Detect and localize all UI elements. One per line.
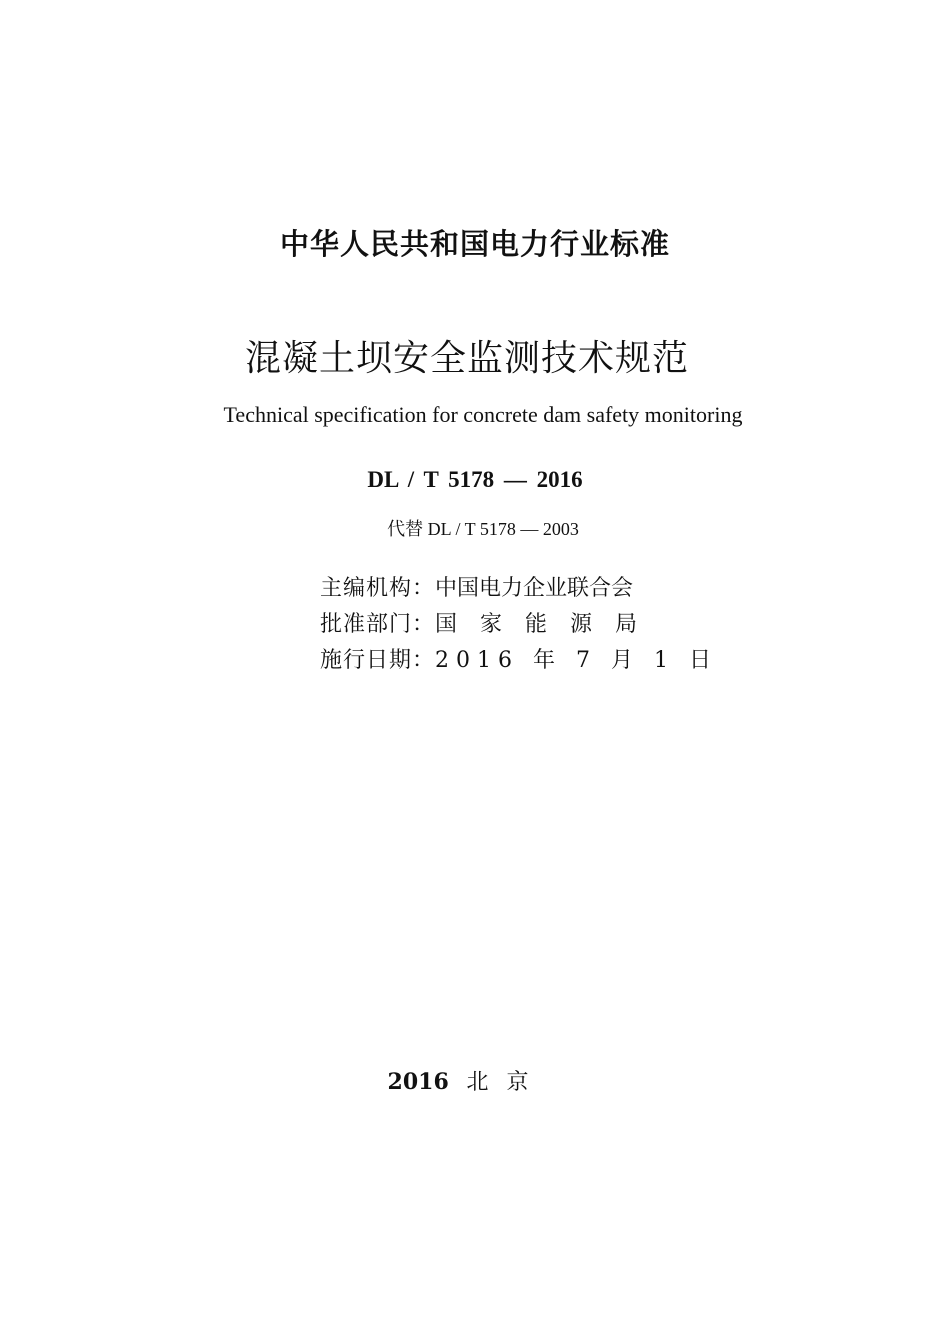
editor-row bbox=[320, 571, 718, 607]
publication-year: 2016 bbox=[387, 1069, 449, 1095]
document-title-chinese: 混凝土坝安全监测技术规范 bbox=[244, 338, 689, 379]
publication-city: 北京 bbox=[466, 1070, 547, 1095]
approver-value: 国家能源局 bbox=[435, 612, 661, 637]
approver-label: 批准部门： bbox=[320, 612, 436, 637]
standard-code: DL / T 5178 — 2016 bbox=[367, 467, 583, 492]
editor-label: 主编机构： bbox=[320, 576, 436, 601]
replaces-standard: 代替 DL / T 5178 — 2003 bbox=[387, 519, 579, 539]
editor-value: 中国电力企业联合会 bbox=[435, 576, 634, 601]
industry-standard-heading: 中华人民共和国电力行业标准 bbox=[279, 227, 670, 261]
effective-date-label: 施行日期： bbox=[320, 648, 436, 673]
publication-footer bbox=[0, 1065, 942, 1096]
approver-row bbox=[320, 607, 718, 643]
document-title-english: Technical specification for concrete dam safety monitoring bbox=[223, 402, 743, 427]
effective-date-value: 2016 年 7 月 1 日 bbox=[435, 648, 718, 673]
publication-info bbox=[320, 571, 718, 679]
effective-date-row bbox=[320, 643, 718, 679]
